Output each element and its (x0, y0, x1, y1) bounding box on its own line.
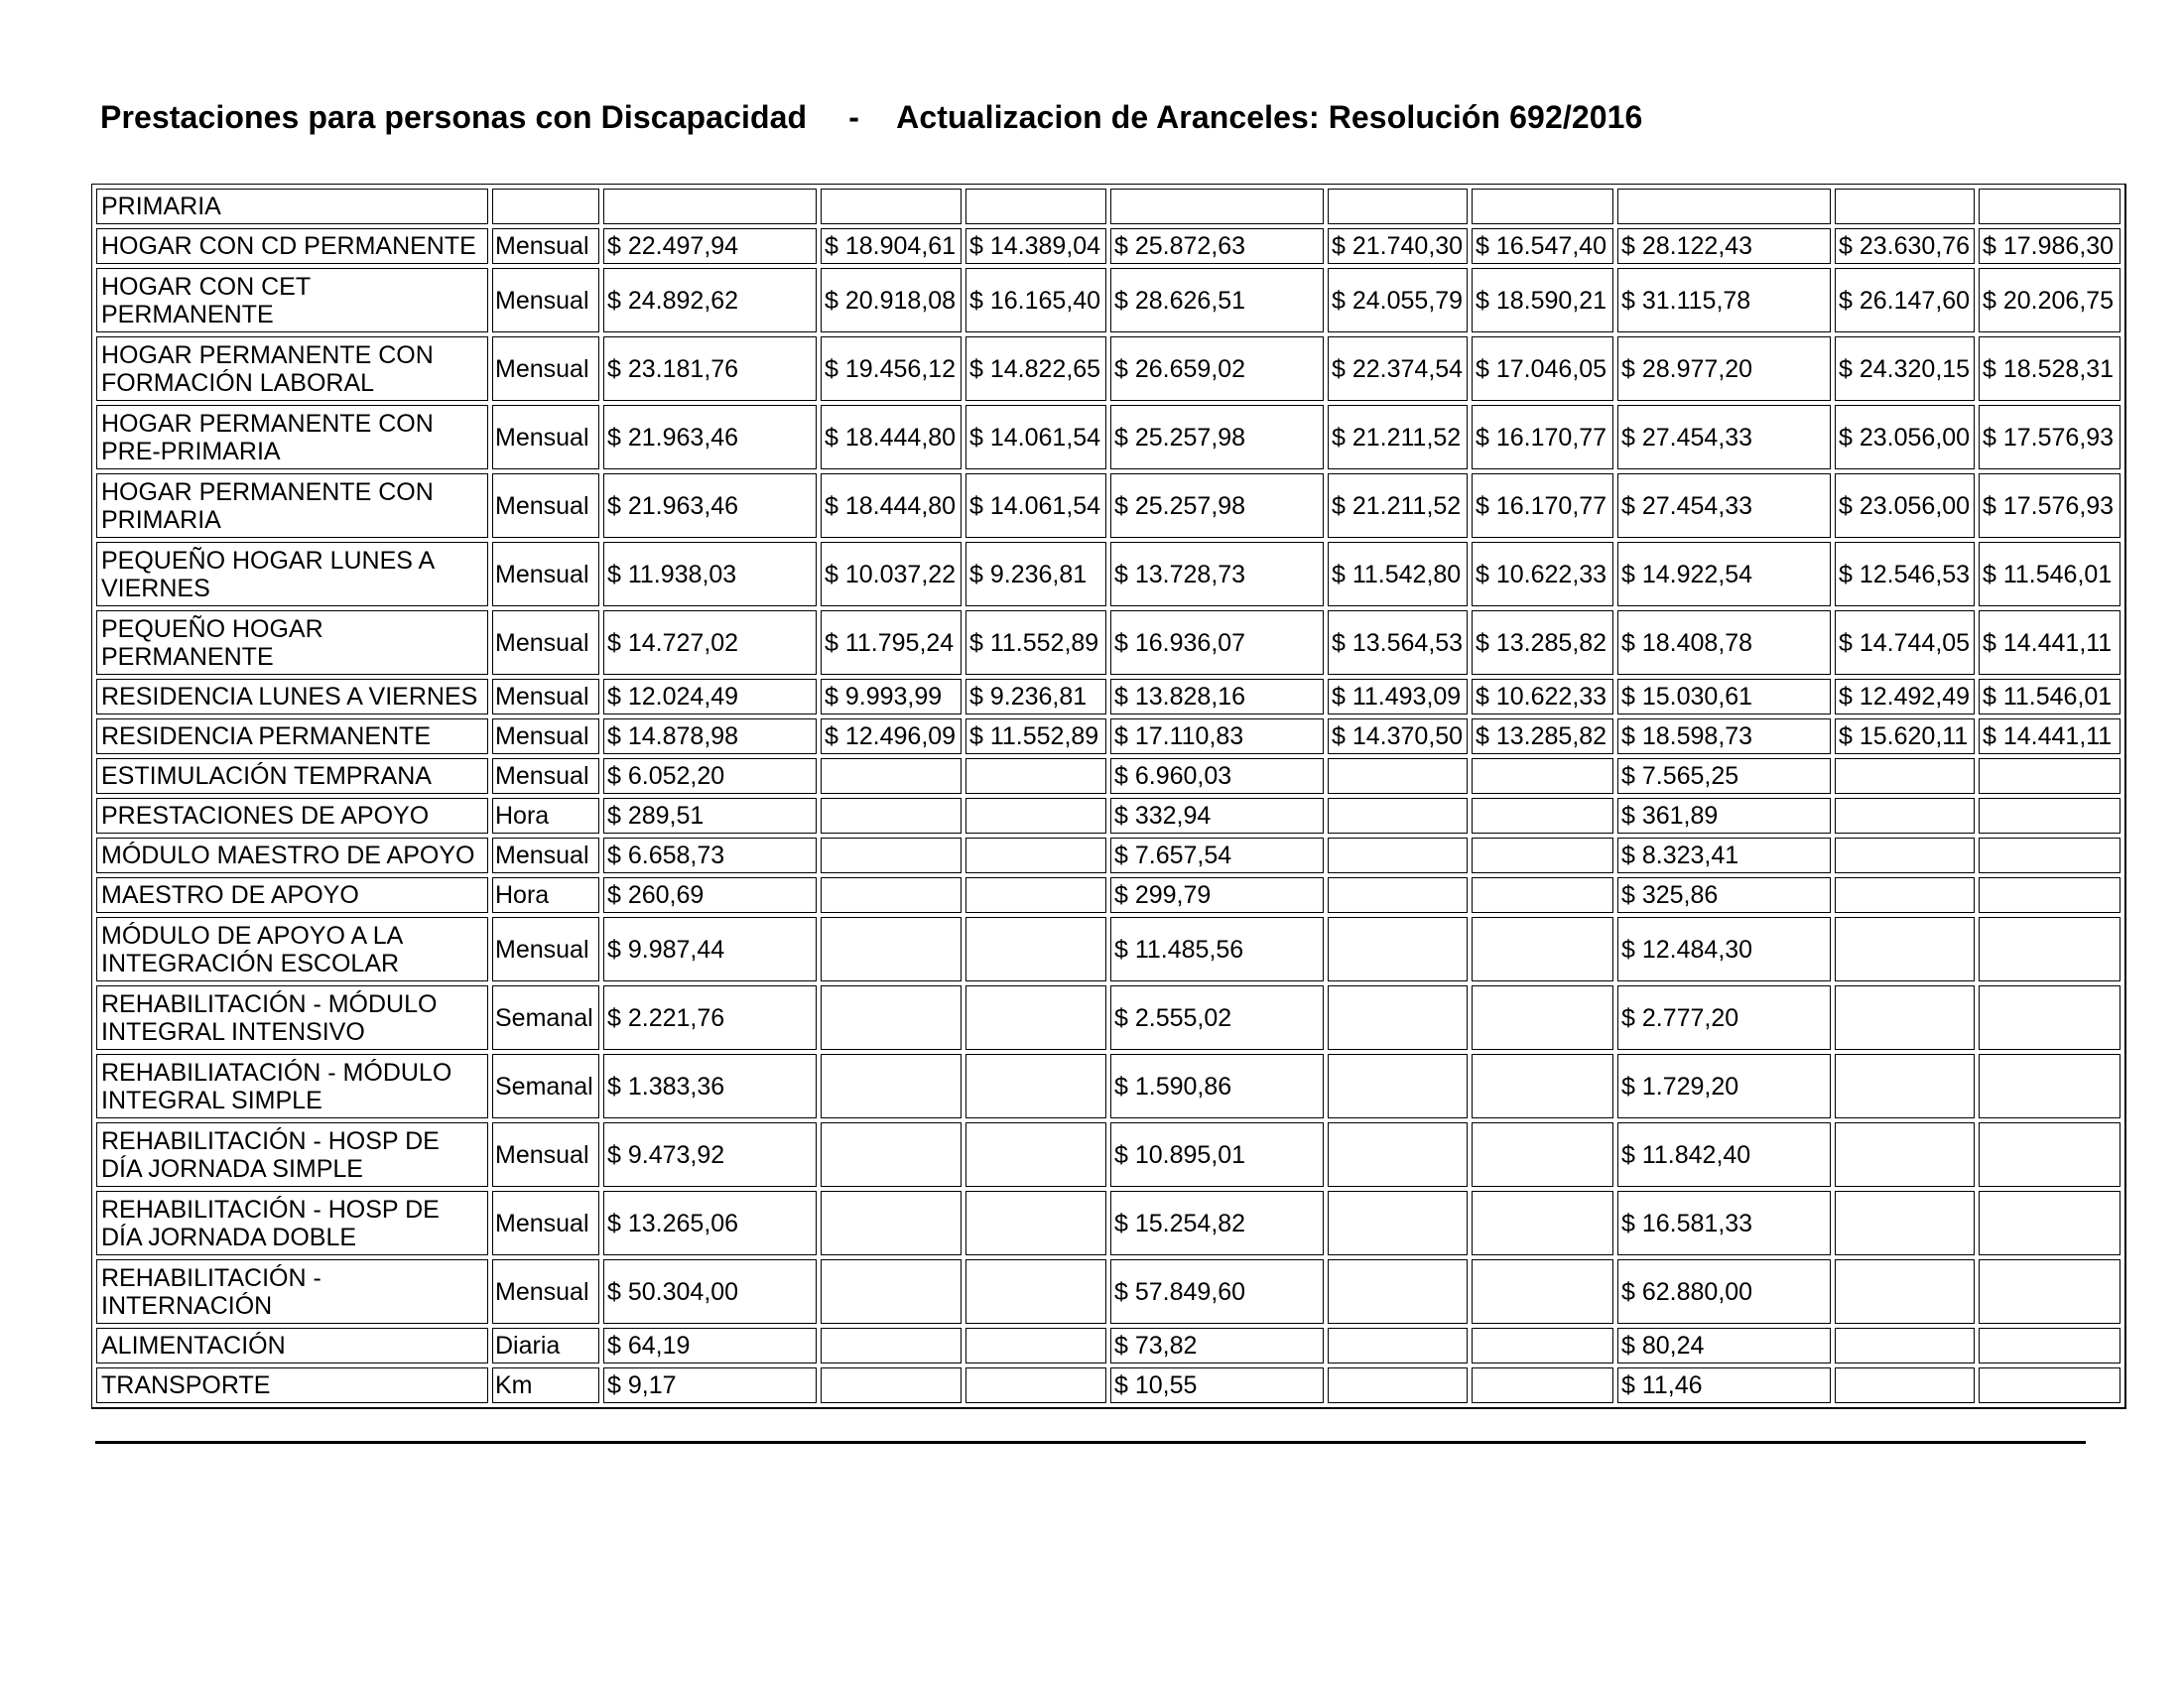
rate-cell: $ 20.918,08 (821, 268, 962, 332)
rate-cell (1328, 798, 1468, 834)
rate-cell: $ 18.528,31 (1979, 336, 2120, 401)
rate-cell: $ 14.441,11 (1979, 610, 2120, 675)
rate-cell: $ 332,94 (1110, 798, 1324, 834)
service-name-cell: ALIMENTACIÓN (96, 1328, 488, 1363)
table-row (96, 1328, 2120, 1363)
rate-cell (1472, 1367, 1613, 1403)
rate-cell: $ 13.285,82 (1472, 718, 1613, 754)
rate-cell: $ 14.441,11 (1979, 718, 2120, 754)
unit-cell: Mensual (492, 758, 599, 794)
table-row (96, 877, 2120, 913)
rate-cell (965, 1054, 1106, 1118)
service-name-cell: HOGAR PERMANENTE CON PRE-PRIMARIA (96, 405, 488, 469)
rate-cell (1328, 838, 1468, 873)
unit-cell: Km (492, 1367, 599, 1403)
rate-cell: $ 18.590,21 (1472, 268, 1613, 332)
unit-cell: Mensual (492, 1122, 599, 1187)
rate-cell: $ 7.657,54 (1110, 838, 1324, 873)
rate-cell: $ 18.904,61 (821, 228, 962, 264)
rate-cell (1328, 917, 1468, 981)
service-name-cell: REHABILITACIÓN - MÓDULO INTEGRAL INTENSIVO (96, 985, 488, 1050)
service-name-cell: PRESTACIONES DE APOYO (96, 798, 488, 834)
rate-cell: $ 6.960,03 (1110, 758, 1324, 794)
rate-cell: $ 14.370,50 (1328, 718, 1468, 754)
rate-cell (821, 189, 962, 224)
table-row (96, 189, 2120, 224)
unit-cell: Semanal (492, 985, 599, 1050)
rate-cell (1835, 758, 1975, 794)
title-left: Prestaciones para personas con Discapacidad (100, 99, 808, 135)
rate-cell (1835, 1328, 1975, 1363)
rate-cell: $ 28.122,43 (1617, 228, 1831, 264)
rate-cell: $ 1.590,86 (1110, 1054, 1324, 1118)
rate-cell: $ 14.878,98 (603, 718, 817, 754)
rate-cell (1835, 985, 1975, 1050)
table-row (96, 228, 2120, 264)
service-name-cell: REHABILITACIÓN - HOSP DE DÍA JORNADA DOBLE (96, 1191, 488, 1255)
unit-cell: Mensual (492, 405, 599, 469)
rate-cell: $ 19.456,12 (821, 336, 962, 401)
service-name-cell: MÓDULO MAESTRO DE APOYO (96, 838, 488, 873)
rate-cell (965, 798, 1106, 834)
service-name-cell: RESIDENCIA PERMANENTE (96, 718, 488, 754)
rate-cell: $ 24.320,15 (1835, 336, 1975, 401)
table-row (96, 985, 2120, 1050)
service-name-cell: REHABILITACIÓN - HOSP DE DÍA JORNADA SIMPLE (96, 1122, 488, 1187)
rate-cell: $ 25.257,98 (1110, 473, 1324, 538)
rate-cell: $ 17.986,30 (1979, 228, 2120, 264)
rate-cell (1472, 1122, 1613, 1187)
rate-cell: $ 289,51 (603, 798, 817, 834)
rate-cell (1835, 1054, 1975, 1118)
service-name-cell: HOGAR CON CET PERMANENTE (96, 268, 488, 332)
rate-cell (965, 758, 1106, 794)
horizontal-rule (95, 1441, 2086, 1444)
rate-cell: $ 14.061,54 (965, 405, 1106, 469)
rate-cell: $ 17.576,93 (1979, 405, 2120, 469)
rate-cell (1472, 838, 1613, 873)
unit-cell: Mensual (492, 610, 599, 675)
service-name-cell: HOGAR PERMANENTE CON FORMACIÓN LABORAL (96, 336, 488, 401)
rate-cell: $ 25.257,98 (1110, 405, 1324, 469)
rate-cell: $ 12.546,53 (1835, 542, 1975, 606)
rate-cell (821, 985, 962, 1050)
service-name-cell: MAESTRO DE APOYO (96, 877, 488, 913)
rate-cell (1328, 1122, 1468, 1187)
service-name-cell: ESTIMULACIÓN TEMPRANA (96, 758, 488, 794)
rate-cell: $ 18.444,80 (821, 405, 962, 469)
rate-cell: $ 28.626,51 (1110, 268, 1324, 332)
service-name-cell: HOGAR PERMANENTE CON PRIMARIA (96, 473, 488, 538)
rate-cell: $ 11.493,09 (1328, 679, 1468, 714)
table-row (96, 798, 2120, 834)
rate-cell: $ 10.037,22 (821, 542, 962, 606)
rate-cell: $ 27.454,33 (1617, 473, 1831, 538)
rate-cell: $ 10.622,33 (1472, 679, 1613, 714)
service-name-cell: PEQUEÑO HOGAR LUNES A VIERNES (96, 542, 488, 606)
rate-cell (1979, 1122, 2120, 1187)
service-name-cell: HOGAR CON CD PERMANENTE (96, 228, 488, 264)
rate-cell: $ 11.938,03 (603, 542, 817, 606)
table-row (96, 1259, 2120, 1324)
service-name-cell: TRANSPORTE (96, 1367, 488, 1403)
rate-cell (821, 1122, 962, 1187)
table-row (96, 405, 2120, 469)
rate-cell (1328, 1328, 1468, 1363)
rate-cell (1979, 1191, 2120, 1255)
rate-cell (821, 758, 962, 794)
rate-cell (1472, 758, 1613, 794)
rate-cell (1835, 1191, 1975, 1255)
unit-cell: Semanal (492, 1054, 599, 1118)
page-title (100, 101, 1642, 133)
rate-cell (821, 1191, 962, 1255)
rate-cell: $ 361,89 (1617, 798, 1831, 834)
rate-cell: $ 31.115,78 (1617, 268, 1831, 332)
rate-cell: $ 13.564,53 (1328, 610, 1468, 675)
rate-cell: $ 28.977,20 (1617, 336, 1831, 401)
table-row (96, 917, 2120, 981)
rate-cell (965, 1191, 1106, 1255)
unit-cell: Mensual (492, 1259, 599, 1324)
rate-cell: $ 14.389,04 (965, 228, 1106, 264)
unit-cell: Mensual (492, 1191, 599, 1255)
rate-cell (1328, 189, 1468, 224)
rate-cell (821, 1054, 962, 1118)
unit-cell: Mensual (492, 542, 599, 606)
rate-cell: $ 62.880,00 (1617, 1259, 1831, 1324)
rate-cell (821, 1259, 962, 1324)
unit-cell: Hora (492, 877, 599, 913)
rate-cell: $ 80,24 (1617, 1328, 1831, 1363)
rate-cell: $ 14.922,54 (1617, 542, 1831, 606)
title-right: Actualizacion de Aranceles: Resolución 692/2016 (896, 99, 1643, 135)
unit-cell: Mensual (492, 679, 599, 714)
rate-cell (1472, 189, 1613, 224)
rate-cell: $ 23.056,00 (1835, 473, 1975, 538)
rate-cell (1835, 1259, 1975, 1324)
rate-cell: $ 15.254,82 (1110, 1191, 1324, 1255)
rate-cell: $ 9.987,44 (603, 917, 817, 981)
rates-table-body (96, 189, 2120, 1403)
unit-cell: Mensual (492, 268, 599, 332)
rate-cell (1328, 877, 1468, 913)
rate-cell: $ 1.383,36 (603, 1054, 817, 1118)
rate-cell: $ 16.170,77 (1472, 473, 1613, 538)
rate-cell (1617, 189, 1831, 224)
rate-cell: $ 21.211,52 (1328, 405, 1468, 469)
rate-cell: $ 16.581,33 (1617, 1191, 1831, 1255)
service-name-cell: PRIMARIA (96, 189, 488, 224)
rate-cell: $ 21.740,30 (1328, 228, 1468, 264)
unit-cell (492, 189, 599, 224)
rate-cell: $ 21.963,46 (603, 405, 817, 469)
unit-cell: Hora (492, 798, 599, 834)
rate-cell (821, 1328, 962, 1363)
rate-cell: $ 7.565,25 (1617, 758, 1831, 794)
unit-cell: Diaria (492, 1328, 599, 1363)
table-row (96, 758, 2120, 794)
service-name-cell: RESIDENCIA LUNES A VIERNES (96, 679, 488, 714)
table-row (96, 718, 2120, 754)
rates-table (91, 184, 2126, 1409)
rate-cell: $ 1.729,20 (1617, 1054, 1831, 1118)
rate-cell (965, 1367, 1106, 1403)
rate-cell: $ 11.546,01 (1979, 679, 2120, 714)
table-row (96, 336, 2120, 401)
rate-cell (1835, 798, 1975, 834)
rate-cell (1979, 1054, 2120, 1118)
rate-cell: $ 17.576,93 (1979, 473, 2120, 538)
rate-cell: $ 8.323,41 (1617, 838, 1831, 873)
rate-cell (965, 877, 1106, 913)
unit-cell: Mensual (492, 838, 599, 873)
service-name-cell: REHABILIATACIÓN - MÓDULO INTEGRAL SIMPLE (96, 1054, 488, 1118)
rate-cell: $ 16.547,40 (1472, 228, 1613, 264)
rate-cell (1472, 1259, 1613, 1324)
rate-cell: $ 18.444,80 (821, 473, 962, 538)
rate-cell (1979, 877, 2120, 913)
table-row (96, 473, 2120, 538)
rate-cell: $ 13.265,06 (603, 1191, 817, 1255)
rate-cell: $ 9.236,81 (965, 679, 1106, 714)
rate-cell (603, 189, 817, 224)
rate-cell (1979, 917, 2120, 981)
unit-cell: Mensual (492, 228, 599, 264)
rate-cell: $ 21.963,46 (603, 473, 817, 538)
rate-cell: $ 73,82 (1110, 1328, 1324, 1363)
rate-cell: $ 9.236,81 (965, 542, 1106, 606)
table-row (96, 838, 2120, 873)
rate-cell: $ 24.892,62 (603, 268, 817, 332)
rate-cell: $ 10,55 (1110, 1367, 1324, 1403)
rate-cell: $ 6.052,20 (603, 758, 817, 794)
unit-cell: Mensual (492, 473, 599, 538)
table-row (96, 1367, 2120, 1403)
rate-cell (1472, 1191, 1613, 1255)
rate-cell: $ 11.795,24 (821, 610, 962, 675)
rate-cell: $ 17.046,05 (1472, 336, 1613, 401)
unit-cell: Mensual (492, 336, 599, 401)
rate-cell (1328, 1367, 1468, 1403)
rate-cell: $ 21.211,52 (1328, 473, 1468, 538)
rate-cell (821, 838, 962, 873)
rate-cell: $ 11.552,89 (965, 610, 1106, 675)
rate-cell: $ 12.496,09 (821, 718, 962, 754)
rate-cell (965, 1122, 1106, 1187)
rate-cell: $ 9,17 (603, 1367, 817, 1403)
unit-cell: Mensual (492, 917, 599, 981)
rate-cell: $ 12.492,49 (1835, 679, 1975, 714)
rate-cell: $ 16.165,40 (965, 268, 1106, 332)
rate-cell: $ 6.658,73 (603, 838, 817, 873)
service-name-cell: REHABILITACIÓN - INTERNACIÓN (96, 1259, 488, 1324)
rate-cell (965, 985, 1106, 1050)
rate-cell: $ 13.728,73 (1110, 542, 1324, 606)
rate-cell: $ 25.872,63 (1110, 228, 1324, 264)
rate-cell (1979, 1328, 2120, 1363)
rate-cell: $ 16.170,77 (1472, 405, 1613, 469)
rate-cell (965, 917, 1106, 981)
rate-cell: $ 11,46 (1617, 1367, 1831, 1403)
rate-cell (1328, 1054, 1468, 1118)
table-row (96, 1054, 2120, 1118)
rate-cell (1328, 1259, 1468, 1324)
rate-cell (965, 1328, 1106, 1363)
rate-cell: $ 15.030,61 (1617, 679, 1831, 714)
rate-cell: $ 11.546,01 (1979, 542, 2120, 606)
rate-cell: $ 15.620,11 (1835, 718, 1975, 754)
rate-cell: $ 18.408,78 (1617, 610, 1831, 675)
rate-cell: $ 22.497,94 (603, 228, 817, 264)
rate-cell: $ 14.744,05 (1835, 610, 1975, 675)
rate-cell (1979, 798, 2120, 834)
rate-cell (1835, 877, 1975, 913)
rate-cell (821, 877, 962, 913)
rate-cell: $ 11.842,40 (1617, 1122, 1831, 1187)
rate-cell (1472, 798, 1613, 834)
rate-cell (1979, 838, 2120, 873)
rate-cell: $ 11.542,80 (1328, 542, 1468, 606)
rate-cell: $ 17.110,83 (1110, 718, 1324, 754)
rate-cell: $ 2.555,02 (1110, 985, 1324, 1050)
rate-cell: $ 22.374,54 (1328, 336, 1468, 401)
rate-cell (821, 1367, 962, 1403)
rate-cell: $ 23.056,00 (1835, 405, 1975, 469)
table-row (96, 1191, 2120, 1255)
rate-cell: $ 325,86 (1617, 877, 1831, 913)
rate-cell (1979, 758, 2120, 794)
rate-cell: $ 24.055,79 (1328, 268, 1468, 332)
rate-cell (1979, 985, 2120, 1050)
rate-cell (1328, 758, 1468, 794)
table-row (96, 268, 2120, 332)
rate-cell: $ 20.206,75 (1979, 268, 2120, 332)
rate-cell (1472, 1054, 1613, 1118)
rate-cell: $ 9.473,92 (603, 1122, 817, 1187)
service-name-cell: MÓDULO DE APOYO A LA INTEGRACIÓN ESCOLAR (96, 917, 488, 981)
rate-cell: $ 10.622,33 (1472, 542, 1613, 606)
rate-cell (1979, 189, 2120, 224)
rate-cell: $ 11.552,89 (965, 718, 1106, 754)
rate-cell (965, 189, 1106, 224)
rate-cell: $ 9.993,99 (821, 679, 962, 714)
rate-cell (965, 1259, 1106, 1324)
rate-cell: $ 13.828,16 (1110, 679, 1324, 714)
rate-cell (1835, 838, 1975, 873)
rate-cell: $ 12.024,49 (603, 679, 817, 714)
rate-cell: $ 14.822,65 (965, 336, 1106, 401)
rate-cell (1328, 1191, 1468, 1255)
rate-cell (821, 798, 962, 834)
rate-cell: $ 50.304,00 (603, 1259, 817, 1324)
rate-cell: $ 23.181,76 (603, 336, 817, 401)
rate-cell (1472, 1328, 1613, 1363)
table-row (96, 679, 2120, 714)
rate-cell: $ 23.630,76 (1835, 228, 1975, 264)
rate-cell: $ 57.849,60 (1110, 1259, 1324, 1324)
rate-cell: $ 18.598,73 (1617, 718, 1831, 754)
rate-cell: $ 260,69 (603, 877, 817, 913)
rate-cell: $ 11.485,56 (1110, 917, 1324, 981)
rate-cell: $ 12.484,30 (1617, 917, 1831, 981)
table-row (96, 542, 2120, 606)
rate-cell (1835, 1367, 1975, 1403)
service-name-cell: PEQUEÑO HOGAR PERMANENTE (96, 610, 488, 675)
rate-cell (1835, 1122, 1975, 1187)
rate-cell: $ 14.061,54 (965, 473, 1106, 538)
rate-cell (1979, 1259, 2120, 1324)
rate-cell: $ 16.936,07 (1110, 610, 1324, 675)
rate-cell (1835, 189, 1975, 224)
rate-cell: $ 26.659,02 (1110, 336, 1324, 401)
rate-cell (821, 917, 962, 981)
rate-cell (965, 838, 1106, 873)
rate-cell (1110, 189, 1324, 224)
rate-cell: $ 14.727,02 (603, 610, 817, 675)
rate-cell (1979, 1367, 2120, 1403)
rate-cell: $ 26.147,60 (1835, 268, 1975, 332)
table-row (96, 610, 2120, 675)
rate-cell: $ 299,79 (1110, 877, 1324, 913)
rate-cell: $ 2.777,20 (1617, 985, 1831, 1050)
rate-cell (1472, 877, 1613, 913)
rate-cell: $ 10.895,01 (1110, 1122, 1324, 1187)
rate-cell (1835, 917, 1975, 981)
unit-cell: Mensual (492, 718, 599, 754)
rate-cell: $ 13.285,82 (1472, 610, 1613, 675)
rate-cell: $ 64,19 (603, 1328, 817, 1363)
rate-cell (1472, 985, 1613, 1050)
rate-cell (1472, 917, 1613, 981)
rate-cell (1328, 985, 1468, 1050)
rate-cell: $ 2.221,76 (603, 985, 817, 1050)
title-separator: - (848, 99, 860, 135)
table-row (96, 1122, 2120, 1187)
rate-cell: $ 27.454,33 (1617, 405, 1831, 469)
